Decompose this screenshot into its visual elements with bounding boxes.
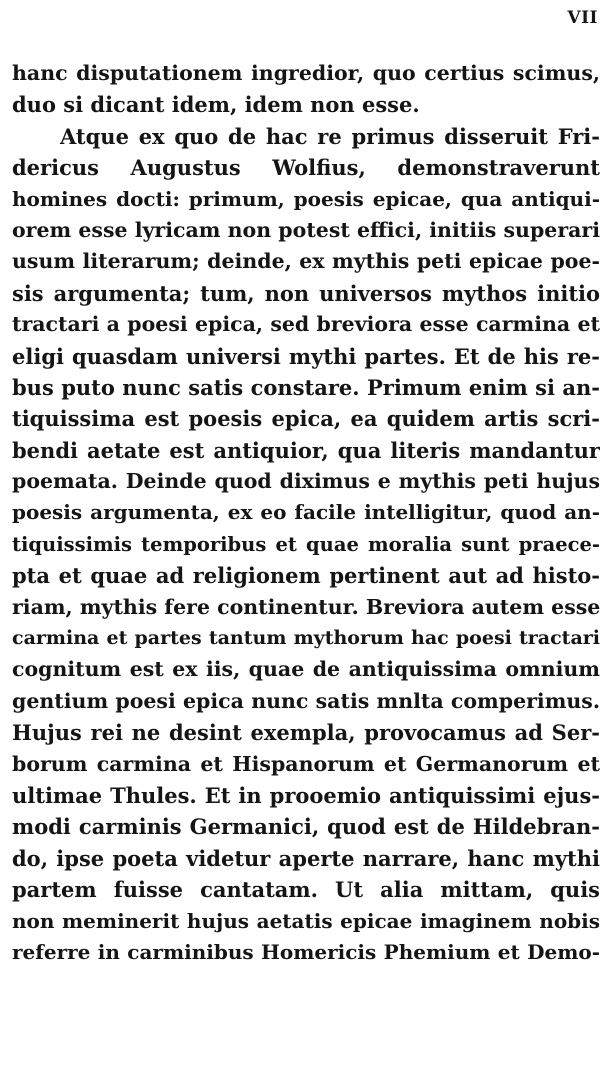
text-line: tiquissima est poesis epica, ea quidem artis scri- — [12, 406, 600, 432]
text-line: hanc disputationem ingredior, quo certius scimus, — [12, 61, 600, 85]
text-line: usum literarum; deinde, ex mythis peti epicae poe- — [12, 249, 600, 274]
text-line: bendi aetate est antiquior, qua literis mandantur — [12, 437, 600, 463]
text-line: homines docti: primum, poesis epicae, qua antiqui- — [12, 186, 600, 211]
text-line: poemata. Deinde quod diximus e mythis peti hujus — [12, 469, 600, 494]
text-line: ultimae Thules. Et in prooemio antiquissimi ejus- — [12, 782, 600, 808]
text-line: dericus Augustus Wolfius, demonstraverunt — [12, 155, 600, 181]
text-line: gentium poesi epica nunc satis mnlta comperimus. — [12, 688, 600, 713]
text-line: duo si dicant idem, idem non esse. — [12, 92, 420, 118]
page-number: VII — [567, 8, 598, 28]
text-line: cognitum est ex iis, quae de antiquissima omnium — [12, 657, 600, 682]
text-line: tiquissimis temporibus et quae moralia sunt praece- — [12, 532, 600, 556]
text-line: tractari a poesi epica, sed breviora esse carmina et — [12, 312, 600, 337]
text-line: Hujus rei ne desint exempla, provocamus ad Ser- — [12, 720, 600, 746]
text-line: borum carmina et Hispanorum et Germanorum et — [12, 751, 600, 776]
text-line: partem fuisse cantatam. Ut alia mittam, quis — [12, 877, 600, 903]
text-line: riam, mythis fere continentur. Breviora autem esse — [12, 594, 600, 619]
text-line: orem esse lyricam non potest effici, initiis superari — [12, 217, 600, 242]
text-line: Atque ex quo de hac re primus disseruit Fri- — [60, 123, 600, 149]
text-line: modi carminis Germanici, quod est de Hildebran- — [12, 814, 600, 840]
text-line: sis argumenta; tum, non universos mythos initio — [12, 280, 600, 306]
text-line: referre in carminibus Homericis Phemium et Demo- — [12, 939, 600, 964]
text-line: bus puto nunc satis constare. Primum enim si an- — [12, 374, 600, 400]
text-line: eligi quasdam universi mythi partes. Et de his re- — [12, 343, 600, 369]
text-line: do, ipse poeta videtur aperte narrare, hanc mythi — [12, 845, 600, 871]
text-line: non meminerit hujus aetatis epicae imaginem nobis — [12, 908, 600, 933]
body-text — [12, 58, 600, 968]
text-line: carmina et partes tantum mythorum hac poesi tractari — [12, 627, 600, 650]
text-line: pta et quae ad religionem pertinent aut ad histo- — [12, 563, 600, 589]
text-line: poesis argumenta, ex eo facile intelligitur, quod an- — [12, 500, 600, 525]
